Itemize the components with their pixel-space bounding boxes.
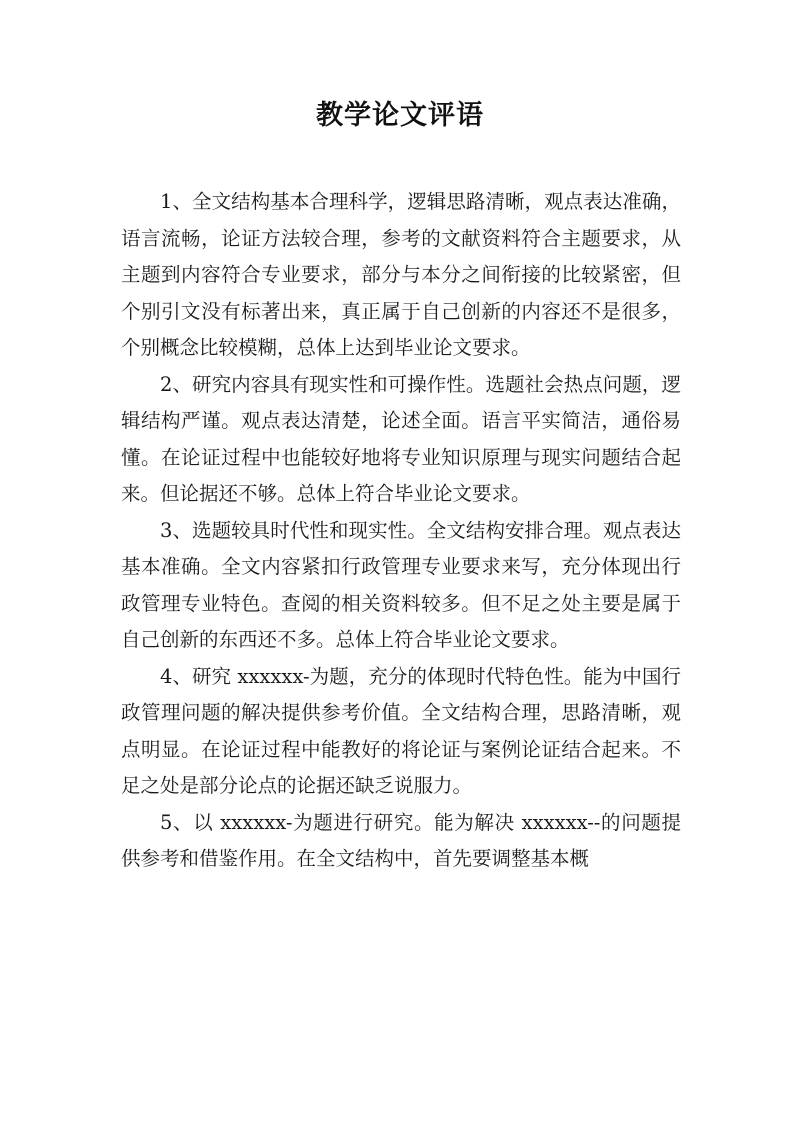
document-title: 教学论文评语 [316, 100, 484, 131]
paragraph-5: 5、以 xxxxxx-为题进行研究。能为解决 xxxxxx--的问题提供参考和借鉴作用。在全文结构中，首先要调整基本概 [121, 810, 681, 870]
paragraph-2: 2、研究内容具有现实性和可操作性。选题社会热点问题，逻辑结构严谨。观点表达清楚，论述全面。语言平实简洁，通俗易懂。在论证过程中也能较好地将专业知识原理与现实问题结合起来。但论据还不够。总体上符合毕业论文要求。 [121, 372, 681, 505]
paragraph-1: 1、全文结构基本合理科学，逻辑思路清晰，观点表达准确，语言流畅，论证方法较合理，参考的文献资料符合主题要求，从主题到内容符合专业要求，部分与本分之间衔接的比较紧密，但个别引文没有标著出来，真正属于自己创新的内容还不是很多，个别概念比较模糊，总体上达到毕业论文要求。 [121, 190, 681, 359]
document-body [121, 184, 681, 878]
paragraph-4: 4、研究 xxxxxx-为题，充分的体现时代特色性。能为中国行政管理问题的解决提供参考价值。全文结构合理，思路清晰，观点明显。在论证过程中能教好的将论证与案例论证结合起来。不足之处是部分论点的论据还缺乏说服力。 [121, 664, 681, 797]
paragraph-3: 3、选题较具时代性和现实性。全文结构安排合理。观点表达基本准确。全文内容紧扣行政管理专业要求来写，充分体现出行政管理专业特色。查阅的相关资料较多。但不足之处主要是属于自己创新的东西还不多。总体上符合毕业论文要求。 [121, 518, 681, 651]
